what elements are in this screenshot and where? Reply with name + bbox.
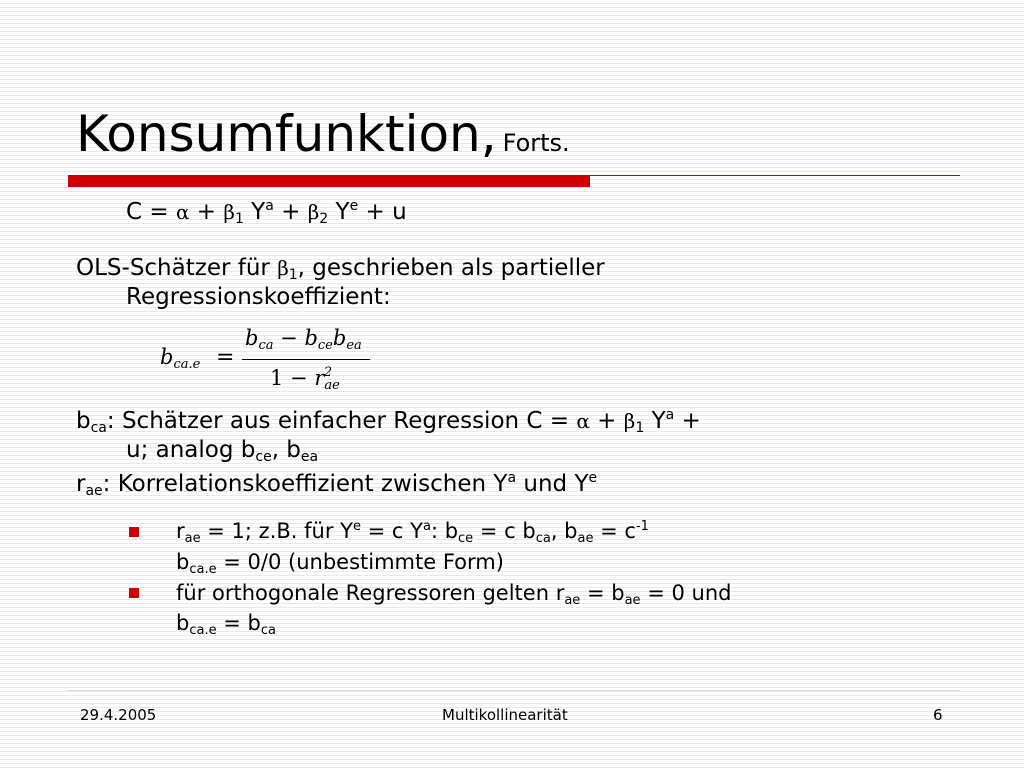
model-equation: $C = \alpha + \beta_1$ $Y^a + \beta_2$ $Y^e + u$ (126, 198, 407, 227)
slide-title (76, 104, 570, 173)
bullet-item-1: $r_{ae} = 1$; z.B. für $Y^e = c$ $Y^a$: $b_{ce} = c$ $b_{ca}$, $b_{ae} = c^{-1}$ (176, 519, 649, 546)
bullet-item-2-continued: $b_{ca.e} = b_{ca}$ (176, 611, 276, 638)
title-underline-bar (68, 175, 590, 187)
ols-paragraph-continued: Regressionskoeffizient: (126, 284, 391, 310)
bca-paragraph-continued: u; analog $b_{ce}$, $b_{ea}$ (126, 437, 319, 465)
beta-symbol: β (307, 200, 320, 224)
footer-page-number: 6 (933, 706, 943, 724)
bullet-item-1-continued: $b_{ca.e} = 0/0$ (unbestimmte Form) (176, 550, 504, 577)
title-underline-thin (590, 175, 960, 176)
rae-paragraph: $r_{ae}$: Korrelationskoeffizient zwischen $Y^a$ und $Y^e$ (76, 470, 598, 499)
beta-symbol: β (623, 409, 636, 433)
footer-date: 29.4.2005 (80, 706, 157, 724)
formula-fraction-line (242, 359, 370, 360)
formula-denominator: $1 - r_{ae}^2$ (270, 365, 340, 393)
alpha-symbol: α (576, 409, 590, 433)
bca-paragraph: $b_{ca}$: Schätzer aus einfacher Regression $C = \alpha + \beta_1$ $Y^a$ + (76, 407, 701, 436)
bullet-item-2: für orthogonale Regressoren gelten $r_{ae} = b_{ae} = 0$ und (176, 581, 732, 608)
ols-paragraph: OLS-Schätzer für $\beta_1$, geschrieben als partieller (76, 255, 605, 283)
formula-numerator: $b_{ca} - b_{ce}b_{ea}$ (245, 326, 362, 353)
formula-equals: = (216, 345, 235, 370)
title-sub: Forts. (502, 129, 570, 157)
alpha-symbol: α (175, 200, 190, 224)
footer-title: Multikollinearität (442, 706, 568, 724)
bullet-square-icon (129, 588, 139, 598)
footer-divider (68, 690, 960, 691)
beta-symbol: β (277, 256, 289, 280)
beta-symbol: β (223, 200, 235, 224)
bullet-square-icon (129, 527, 139, 537)
title-main: Konsumfunktion, (76, 105, 497, 163)
formula-lhs: $b_{ca.e}$ (160, 345, 201, 372)
